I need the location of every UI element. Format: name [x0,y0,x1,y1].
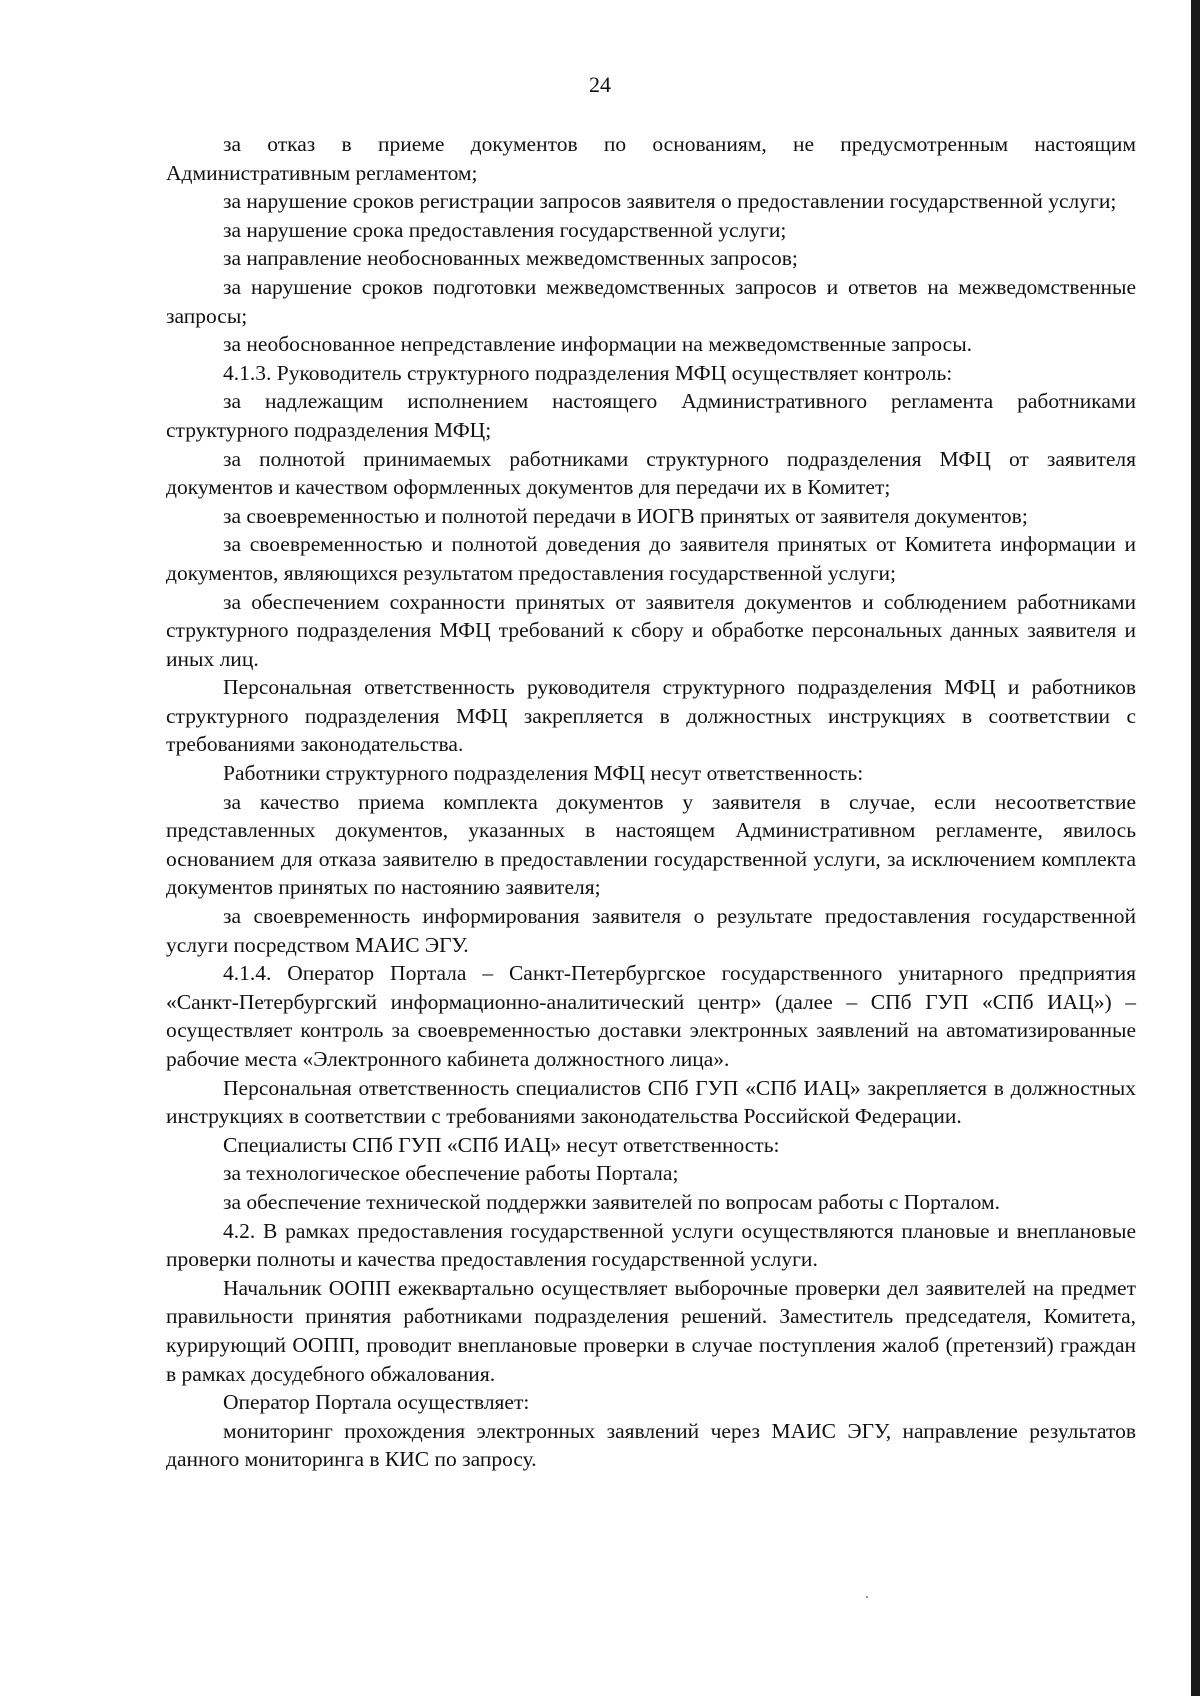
paragraph: Работники структурного подразделения МФЦ несут ответственность: [223,761,864,786]
paragraph: за обеспечение технической поддержки заявителей по вопросам работы с Порталом. [223,1189,1001,1214]
paragraph: за необоснованное непредставление информации на межведомственные запросы. [223,332,973,357]
section-heading-4-1-4: 4.1.4. Оператор Портала – Санкт-Петербургское государственного унитарного предприятия «Санкт-Петербургский информационно-аналитический центр» (далее – СПб ГУП «СПб ИАЦ») – осуществляет контроль за своевременностью доставки электронных заявлений на автоматизированные рабочие места «Электронного кабинета должностного лица». [166,961,1136,1071]
page-number: 24 [589,72,611,97]
paragraph: за обеспечением сохранности принятых от заявителя документов и соблюдением работниками структурного подразделения МФЦ требований к сбору и обработке персональных данных заявителя и иных лиц. [166,589,1136,671]
paragraph: за нарушение сроков подготовки межведомственных запросов и ответов на межведомственные запросы; [166,274,1136,328]
paragraph: мониторинг прохождения электронных заявлений через МАИС ЭГУ, направление результатов данного мониторинга в КИС по запросу. [166,1418,1136,1472]
paragraph: Персональная ответственность специалистов СПб ГУП «СПб ИАЦ» закрепляется в должностных инструкциях в соответствии с требованиями законодательства Российской Федерации. [166,1075,1136,1129]
document-body [166,130,1136,1474]
paragraph: за нарушение сроков регистрации запросов заявителя о предоставлении государственной услуги; [223,189,1117,214]
paragraph: Специалисты СПб ГУП «СПб ИАЦ» несут ответственность: [223,1132,780,1157]
section-heading-4-1-3: 4.1.3. Руководитель структурного подразделения МФЦ осуществляет контроль: [223,360,953,385]
paragraph: за нарушение срока предоставления государственной услуги; [223,217,787,242]
paragraph: Оператор Портала осуществляет: [223,1390,530,1415]
scan-edge-border [1191,0,1200,1696]
paragraph: за технологическое обеспечение работы Портала; [223,1161,679,1186]
paragraph: за своевременность информирования заявителя о результате предоставления государственной услуги посредством МАИС ЭГУ. [166,904,1136,957]
paragraph: за своевременностью и полнотой доведения до заявителя принятых от Комитета информации и документов, являющихся результатом предоставления государственной услуги; [166,532,1136,585]
paragraph: за направление необоснованных межведомственных запросов; [223,246,798,271]
paragraph: Персональная ответственность руководителя структурного подразделения МФЦ и работников структурного подразделения МФЦ закрепляется в должностных инструкциях в соответствии с требованиями законодательства. [166,675,1136,757]
paragraph: за надлежащим исполнением настоящего Административного регламента работниками структурного подразделения МФЦ; [166,389,1136,442]
paragraph: за своевременностью и полнотой передачи в ИОГВ принятых от заявителя документов; [223,503,1028,528]
scan-speck [866,1596,868,1598]
paragraph: за полнотой принимаемых работниками структурного подразделения МФЦ от заявителя документов и качеством оформленных документов для передачи их в Комитет; [166,446,1136,500]
paragraph: за отказ в приеме документов по основаниям, не предусмотренным настоящим Административным регламентом; [166,132,1136,185]
paragraph: за качество приема комплекта документов у заявителя в случае, если несоответствие представленных документов, указанных в настоящем Административном регламенте, явилось основанием для отказа заявителю в предоставлении государственной услуги, за исключением комплекта документов принятых по настоянию заявителя; [166,789,1136,900]
paragraph: Начальник ООПП ежеквартально осуществляет выборочные проверки дел заявителей на предмет правильности принятия работниками подразделения решений. Заместитель председателя, Комитета, курирующий ООПП, проводит внеплановые проверки в случае поступления жалоб (претензий) граждан в рамках досудебного обжалования. [166,1275,1136,1386]
section-heading-4-2: 4.2. В рамках предоставления государственной услуги осуществляются плановые и внеплановые проверки полноты и качества предоставления государственной услуги. [166,1218,1136,1272]
